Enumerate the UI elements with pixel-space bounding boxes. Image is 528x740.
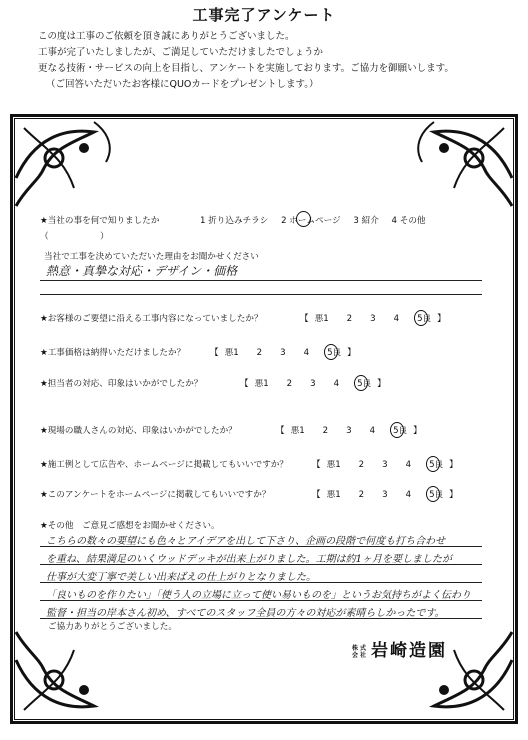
company-name: 岩崎造園	[371, 641, 448, 661]
rating-bad-1[interactable]: 悪1	[326, 490, 341, 500]
rating-good-5[interactable]: 5良	[429, 458, 443, 470]
rating-bracket-close: 】	[449, 490, 458, 500]
q1-option-4[interactable]: 4 その他	[391, 216, 426, 226]
rating-bracket-close: 】	[413, 426, 422, 436]
rating-selected-circle-6	[426, 486, 440, 502]
rating-option-3[interactable]: 3	[370, 314, 376, 324]
rating-selected-circle-3	[354, 375, 368, 391]
rating-option-4[interactable]: 4	[405, 460, 412, 470]
rating-option-2[interactable]: 2	[286, 379, 293, 389]
company-logo	[352, 636, 447, 661]
rating-bracket-open: 【	[276, 426, 285, 436]
q2-line-1	[40, 280, 482, 281]
rating-option-3[interactable]: 3	[310, 379, 316, 389]
intro-line-1: この度は工事のご依頼を頂き誠にありがとうございました。	[38, 31, 295, 42]
rating-bracket-open: 【	[312, 490, 321, 500]
comment-line-4[interactable]: 「良いものを作りたい」「使う人の立場に立って使い易いものを」というお気持ちがよく伝わり	[46, 590, 471, 601]
q1-label	[40, 214, 159, 226]
rating-question-2: ★工事価格は納得いただけましたか？	[40, 348, 186, 358]
rating-bracket-close: 】	[347, 348, 356, 358]
rating-option-2[interactable]: 2	[358, 490, 365, 500]
rating-bracket-open: 【	[240, 379, 249, 389]
q1-option-3[interactable]: 3 紹介	[353, 216, 379, 226]
q2-line-2	[40, 294, 482, 295]
rating-option-3[interactable]: 3	[280, 348, 286, 358]
comment-line-3[interactable]: 仕事が大変丁寧で美しい出来ばえの仕上がりとなりました。	[46, 572, 316, 583]
rating-scale-6	[312, 488, 458, 500]
rating-selected-circle-4	[390, 422, 404, 438]
rating-scale-1	[300, 312, 446, 324]
company-prefix: 株式 会社	[352, 644, 369, 659]
q2-label: 当社で工事を決めていただいた理由をお聞かせください	[44, 252, 259, 262]
rating-scale-5	[312, 458, 458, 470]
comment-rule-3	[40, 582, 482, 583]
rating-scale-3	[240, 377, 386, 389]
page-title: 工事完了アンケート	[192, 6, 336, 24]
rating-option-4[interactable]: 4	[333, 379, 340, 389]
rating-scale-4	[276, 424, 422, 436]
rating-bad-1[interactable]: 悪1	[326, 460, 341, 470]
rating-option-4[interactable]: 4	[393, 314, 400, 324]
rating-option-3[interactable]: 3	[382, 460, 388, 470]
rating-bracket-close: 】	[437, 314, 446, 324]
rating-option-4[interactable]: 4	[303, 348, 310, 358]
rating-bad-1[interactable]: 悪1	[254, 379, 269, 389]
rating-option-2[interactable]: 2	[358, 460, 365, 470]
q1-selected-circle	[296, 211, 311, 227]
comment-rule-5	[40, 618, 482, 619]
rating-option-4[interactable]: 4	[405, 490, 412, 500]
q1-question: ★当社の事を何で知りましたか	[40, 216, 160, 226]
comment-rule-2	[40, 564, 482, 565]
comment-rule-4	[40, 600, 482, 601]
comment-rule-1	[40, 546, 482, 547]
rating-selected-circle-2	[324, 344, 338, 360]
rating-selected-circle-5	[426, 456, 440, 472]
q1-other-paren: （ ）	[40, 232, 109, 242]
comment-line-1[interactable]: こちらの数々の要望にも色々とアイデアを出して下さり、企画の段階で何度も打ち合わせ	[46, 536, 446, 547]
rating-bracket-close: 】	[377, 379, 386, 389]
rating-good-5[interactable]: 5良	[357, 377, 371, 389]
rating-question-4: ★現場の職人さんの対応、印象はいかがでしたか？	[40, 426, 237, 436]
rating-bad-1[interactable]: 悪1	[314, 314, 329, 324]
intro-line-2: 工事が完了いたしましたが、ご満足していただけましたでしょうか	[38, 47, 324, 58]
comments-label: ★その他 ご意見ご感想をお聞かせください。	[40, 521, 220, 531]
corner-ornament-top-left	[14, 118, 124, 208]
q2-answer[interactable]: 熱意・真摯な対応・デザイン・価格	[46, 264, 238, 278]
rating-good-5[interactable]: 5良	[393, 424, 407, 436]
rating-question-6: ★このアンケートをホームページに掲載してもいいですか？	[40, 490, 271, 500]
rating-option-2[interactable]: 2	[256, 348, 263, 358]
intro-line-3: 更なる技術・サービスの向上を目指し、アンケートを実施しております。ご協力を御願いします。	[38, 63, 454, 74]
corner-ornament-bottom-left	[14, 630, 124, 720]
q1-options	[200, 214, 426, 226]
rating-question-5: ★施工例として広告や、ホームページに掲載してもいいですか？	[40, 460, 288, 470]
rating-question-1: ★お客様のご要望に沿える工事内容になっていましたか？	[40, 314, 263, 324]
rating-good-5[interactable]: 5良	[327, 346, 341, 358]
rating-option-3[interactable]: 3	[382, 490, 388, 500]
rating-bracket-open: 【	[312, 460, 321, 470]
rating-bracket-open: 【	[300, 314, 309, 324]
rating-option-2[interactable]: 2	[346, 314, 353, 324]
rating-good-5[interactable]: 5良	[429, 488, 443, 500]
thanks-text: ご協力ありがとうございました。	[48, 622, 177, 632]
rating-good-5[interactable]: 5良	[417, 312, 431, 324]
q1-option-1[interactable]: 1 折り込みチラシ	[200, 216, 269, 226]
rating-bad-1[interactable]: 悪1	[290, 426, 305, 436]
rating-bracket-close: 】	[449, 460, 458, 470]
rating-option-2[interactable]: 2	[322, 426, 329, 436]
rating-question-3: ★担当者の対応、印象はいかがでしたか？	[40, 379, 203, 389]
q1-option-2[interactable]: 2 ホームページ	[281, 216, 341, 226]
comment-line-5[interactable]: 監督・担当の岸本さん初め、すべてのスタッフ全員の方々の対応が素晴らしかったです。	[46, 608, 445, 619]
rating-option-4[interactable]: 4	[369, 426, 376, 436]
rating-bad-1[interactable]: 悪1	[224, 348, 239, 358]
comment-line-2[interactable]: を重ね、結果満足のいくウッドデッキが出来上がりました。工期は約1ヶ月を要しましたが	[46, 554, 452, 565]
intro-line-4: （ご回答いただいたお客様にQUOカードをプレゼントします。）	[46, 79, 319, 90]
rating-option-3[interactable]: 3	[346, 426, 352, 436]
rating-selected-circle-1	[414, 310, 428, 326]
rating-bracket-open: 【	[210, 348, 219, 358]
corner-ornament-top-right	[404, 118, 514, 208]
rating-scale-2	[210, 346, 356, 358]
